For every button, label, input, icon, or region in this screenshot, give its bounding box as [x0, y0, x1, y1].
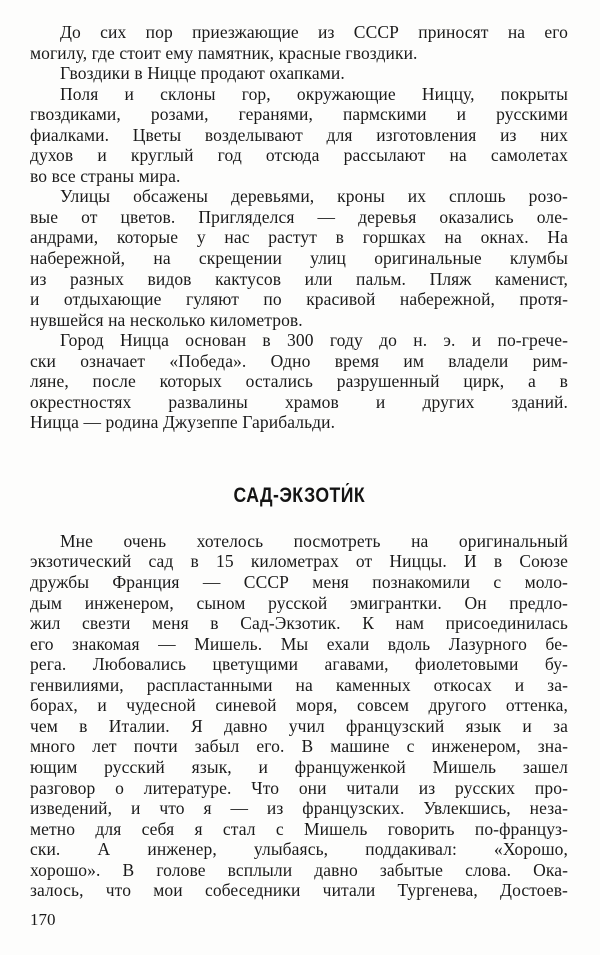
- paragraph: [30, 330, 568, 433]
- text-line: Улицы обсажены деревьями, кроны их сплошь розо-: [60, 186, 568, 207]
- text-line: дружбы Франция — СССР меня познакомили с моло-: [30, 572, 568, 593]
- text-line: жил свезти меня в Сад-Экзотик. К нам присоединилась: [30, 613, 568, 634]
- text-line: могилу, где стоит ему памятник, красные гвоздики.: [30, 42, 418, 63]
- text-line: Ницца — родина Джузеппе Гарибальди.: [30, 412, 336, 433]
- paragraph: [30, 84, 568, 187]
- text-line: набережной, на скрещении улиц оригинальные клумбы: [30, 248, 568, 269]
- text-line: экзотический сад в 15 километрах от Ниццы. И в Союзе: [30, 551, 568, 572]
- text-block-bottom: [30, 531, 568, 901]
- text-line: хорошо». В голове всплыли давно забытые слова. Ока-: [30, 859, 568, 880]
- text-line: Мне очень хотелось посмотреть на оригинальный: [60, 530, 568, 551]
- text-line: чем в Италии. Я давно учил французский язык и за: [30, 715, 568, 736]
- text-line: и отдыхающие гуляют по красивой набережной, протя-: [30, 289, 568, 310]
- paragraph: [30, 22, 568, 63]
- text-line: гвоздиками, розами, геранями, пармскими и русскими: [30, 104, 568, 125]
- text-line: ски означает «Победа». Одно время им владели рим-: [30, 350, 568, 371]
- text-block-top: [30, 22, 568, 433]
- text-line: много лет почти забыл его. В машине с инженером, зна-: [30, 736, 568, 757]
- section-heading: [30, 484, 568, 508]
- text-line: из разных видов кактусов или пальм. Пляж каменист,: [30, 268, 568, 289]
- text-line: его знакомая — Мишель. Мы ехали вдоль Лазурного бе-: [30, 633, 568, 654]
- text-line: изведений, и что я — из французских. Увлекшись, неза-: [30, 798, 568, 819]
- text-line: борах, и чудесной синевой моря, совсем другого оттенка,: [30, 695, 568, 716]
- text-line: дым инженером, сыном русской эмигрантки. Он предло-: [30, 592, 568, 613]
- text-line: андрами, которые у нас растут в горшках на окнах. На: [30, 227, 568, 248]
- text-line: До сих пор приезжающие из СССР приносят на его: [60, 22, 568, 42]
- text-line: духов и круглый год отсюда рассылают на самолетах: [30, 145, 568, 166]
- text-line: вые от цветов. Пригляделся — деревья оказались оле-: [30, 206, 568, 227]
- text-line: Город Ницца основан в 300 году до н. э. и по-грече-: [60, 330, 568, 351]
- text-line: фиалками. Цветы возделывают для изготовления из них: [30, 124, 568, 145]
- text-line: Поля и склоны гор, окружающие Ниццу, покрыты: [60, 83, 568, 104]
- text-line: нувшейся на несколько километров.: [30, 309, 303, 330]
- text-line: залось, что мои собеседники читали Тургенева, Достоев-: [30, 880, 568, 901]
- text-line: ски. А инженер, улыбаясь, поддакивал: «Хорошо,: [30, 839, 568, 860]
- page-number: 170: [30, 909, 56, 929]
- text-line: метно для себя я стал с Мишель говорить по-француз-: [30, 818, 568, 839]
- text-line: Гвоздики в Ницце продают охапками.: [60, 63, 345, 84]
- text-line: ляне, после которых остались разрушенный цирк, а в: [30, 371, 568, 392]
- text-line: генвилиями, распластанными на каменных откосах и за-: [30, 674, 568, 695]
- paragraph: [30, 63, 568, 84]
- text-line: разговор о литературе. Что они читали из русских про-: [30, 777, 568, 798]
- section-heading-text: САД-ЭКЗОТИ́К: [233, 483, 365, 507]
- text-line: ющим русский язык, и француженкой Мишель зашел: [30, 756, 568, 777]
- text-line: рега. Любовались цветущими агавами, фиолетовыми бу-: [30, 654, 568, 675]
- text-line: окрестностях развалины храмов и других зданий.: [30, 391, 568, 412]
- paragraph: [30, 186, 568, 330]
- text-line: во все страны мира.: [30, 165, 181, 186]
- paragraph: [30, 531, 568, 901]
